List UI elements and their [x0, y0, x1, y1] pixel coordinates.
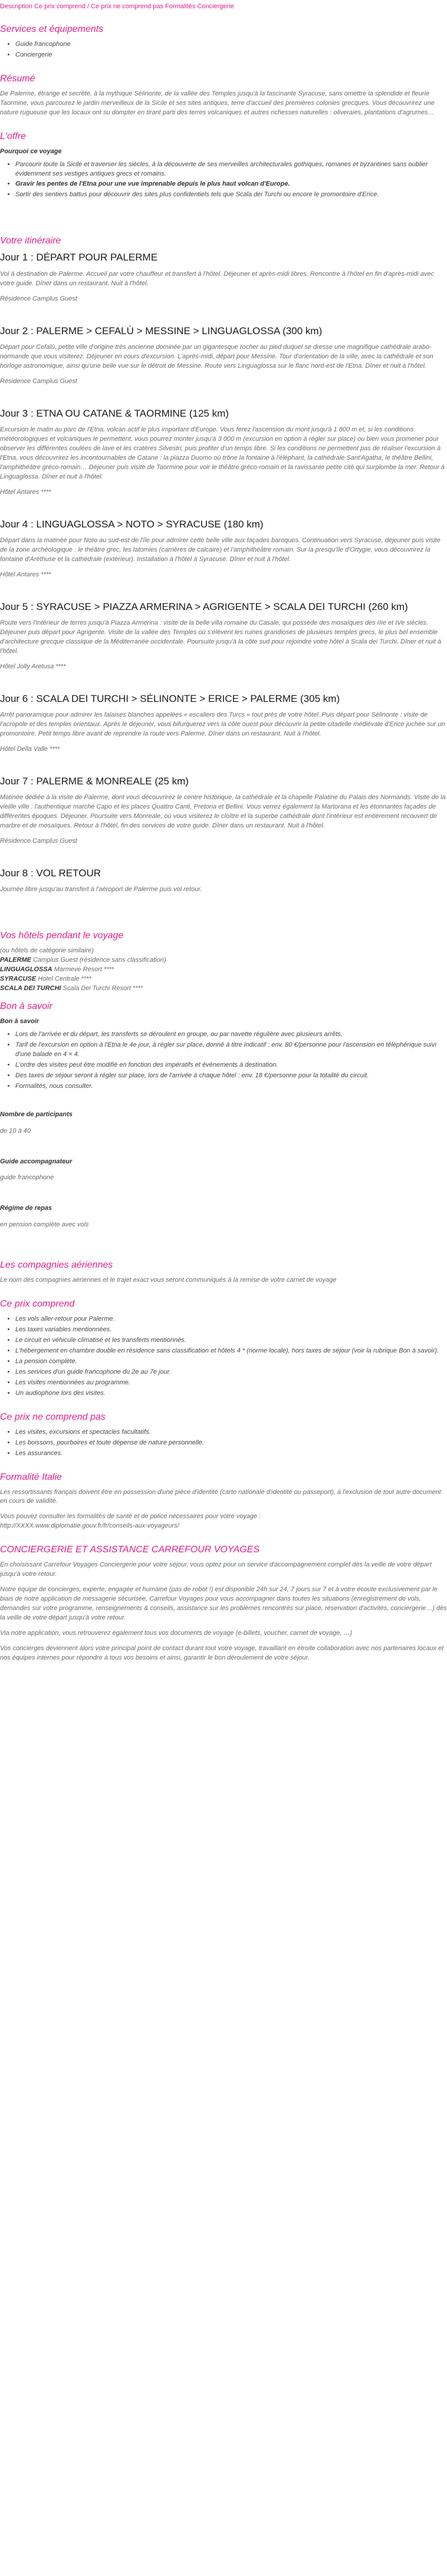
conciergerie-text: En choisissant Carrefour Voyages Conciergerie pour votre séjour, vous optez pour un service d'accompagnement complet dès la veille de votre départ jusqu'à votre retour.	[0, 1561, 432, 1578]
offre-item: • Parcourir toute la Sicile et traverser les siècles, à la découverte de ses merveilles architecturales gothiques, romanes et byzantines sans oublier évidemment ses vestiges antiques grecs et romains.	[15, 160, 447, 179]
day-hotel: Hôtel Della Valle ****	[0, 746, 60, 753]
prix-comprend-item: • Les taxes variables mentionnées.	[15, 1325, 447, 1335]
nav-includes-link[interactable]: Ce prix comprend	[34, 3, 86, 10]
offre-subtitle: Pourquoi ce voyage	[0, 147, 62, 155]
compagnies-title: Les compagnies aériennes	[0, 1260, 113, 1271]
offre-item: • Gravir les pentes de l'Etna pour une vue imprenable depuis le plus haut volcan d'Europe.	[15, 180, 447, 189]
formalite-link-intro: Vous pouvez consulter les formalités de santé et de police nécessaires pour votre voyage :	[0, 1513, 261, 1520]
day-text: Départ pour Cefalù, petite ville d'origine très ancienne dominée par un gigantesque rocher au pied duquel se dresse une magnifique cathédrale arabo-normande que vous visiterez. Déjeuner en cours d'excursion. L'après-midi, départ pour Messine. Tour d'orientation de la ville, avec la cathédrale et son horloge astronomique, ainsi qu'une belle vue sur le détroit de Messine. Route vers Linguaglossa sur le flanc nord-est de l'Etna. Dîner et nuit à l'hôtel.	[0, 343, 433, 370]
day-text: Route vers l'intérieur de terres jusqu'à Piazza Armerina : visite de la belle villa romaine du Casale, qui possède des mosaïques des IIIe et IVe siècles. Déjeuner puis départ pour Agrigente. Visite de la vallée des Temples où s'élèvent les ruines grandioses de plusieurs temples grecs, le plus bel ensemble d'architecture grecque classique de la Méditerranée occidentale. Poursuite jusqu'à la côte sud pour rejoindre votre hôtel à Scala dei Turchi. Dîner et nuit à l'hôtel.	[0, 619, 442, 655]
conciergerie-text: Vos concierges deviennent alors votre principal point de contact durant tout votre voyage, travaillant en étroite collaboration avec nos partenaires locaux et nos équipes internes pour répondre à tous vos besoins et ainsi, garantir le bon déroulement de votre séjour.	[0, 1644, 444, 1661]
offre-item: • Sortir des sentiers battus pour découvrir des sites plus confidentiels tels que Scala dei Turchi ou encore le promontoire d'Erice.	[15, 190, 447, 200]
day-text: Excursion le matin au parc de l'Etna, volcan actif le plus important d'Europe. Vous ferez l'ascension du mont jusqu'à 1 800 m et, si les conditions météorologiques et volcaniques le permettent, vous pourrez monter jusqu'à 3 000 m (excursion en option à régler sur place) ou bien vous promener pour observer les différentes coulées de lave et les cratères Silvestri, puis profiter d'un temps libre. Si les conditions ne permettent pas de réaliser l'excursion à l'Etna, vous découvrirez les incontournables de Catane : la piazza Duomo où trône la fontaine à l'éléphant, la cathédrale Sant'Agatha, le théâtre Bellini, l'amphithéâtre gréco-romain… Déjeuner puis visite de Taormine pour voir le théâtre gréco-romain et la ravissante petite cité qui surplombe la mer. Retour à Linguaglossa. Dîner et nuit à l'hôtel.	[0, 426, 445, 480]
prix-comprend-item: • Les visites mentionnées au programme.	[15, 1378, 447, 1388]
participants-value: de 10 à 40	[0, 1127, 31, 1134]
offre-list	[0, 160, 447, 200]
compagnies-text: Le nom des compagnies aériennes et le trajet exact vous seront communiqués à la remise de votre carnet de voyage	[0, 1277, 337, 1284]
prix-ne-comprend-item: • Les visites, excursions et spectacles facultatifs.	[15, 1428, 447, 1437]
day-hotel: Hôtel Antares ****	[0, 488, 51, 496]
day-text: Journée libre jusqu'au transfert à l'aéroport de Palerme puis vol retour.	[0, 886, 202, 893]
bon-savoir-subtitle: Bon à savoir	[0, 1018, 40, 1025]
day-title: Jour 8 : VOL RETOUR	[0, 868, 101, 879]
day-block	[0, 325, 447, 387]
day-title: Jour 7 : PALERME & MONREALE (25 km)	[0, 775, 189, 787]
formalite-title: Formalité Italie	[0, 1472, 62, 1482]
hotels-title: Vos hôtels pendant le voyage	[0, 931, 124, 941]
nav-formalites-link[interactable]: Formalités	[165, 3, 196, 10]
conciergerie-text: Via notre application, vous retrouverez également tous vos documents de voyage (e-billets, voucher, carnet de voyage, …)	[0, 1629, 353, 1637]
prix-ne-comprend-item: • Les boissons, pourboires et toute dépense de nature personnelle.	[15, 1439, 447, 1448]
hotel-row	[0, 984, 447, 994]
day-title: Jour 2 : PALERME > CEFALÙ > MESSINE > LINGUAGLOSSA (300 km)	[0, 325, 323, 337]
day-hotel: Hôtel Jolly Aretusa ****	[0, 662, 66, 670]
nav-description-link[interactable]: Description	[0, 3, 33, 10]
services-list	[0, 40, 447, 60]
bon-savoir-item: • Des taxes de séjour seront à régler sur place, lors de l'arrivée à chaque hôtel : env. 18 €/personne pour la totalité du circuit.	[15, 1071, 447, 1081]
guide-value: guide francophone	[0, 1174, 54, 1182]
hotel-row	[0, 975, 447, 984]
hotel-city: LINGUAGLOSSA	[0, 966, 52, 974]
day-hotel: Résidence Camplus Guest	[0, 837, 77, 845]
top-anchor-nav	[0, 2, 447, 12]
services-item: • Conciergerie	[15, 51, 447, 60]
hotel-name: Marmeve Resort ****	[54, 966, 114, 974]
hotels-note: (ou hôtels de catégorie similaire)	[0, 947, 94, 955]
hotel-city: PALERME	[0, 956, 31, 964]
prix-comprend-item: • Un audiophone lors des visites.	[15, 1389, 447, 1399]
prix-comprend-list	[0, 1315, 447, 1399]
prix-ne-comprend-title: Ce prix ne comprend pas	[0, 1411, 106, 1422]
day-block	[0, 868, 447, 895]
bon-savoir-item: • L'ordre des visites peut être modifié en fonction des impératifs et événements à destination.	[15, 1061, 447, 1070]
repas-label: Régime de repas	[0, 1205, 52, 1212]
bon-savoir-item: • Formalités, nous consulter.	[15, 1082, 447, 1091]
hotel-row	[0, 965, 447, 975]
prix-comprend-item: • Les vols aller-retour pour Palerme.	[15, 1315, 447, 1324]
hotel-name: Scala Dei Turchi Resort ****	[63, 985, 143, 992]
day-block	[0, 601, 447, 672]
prix-ne-comprend-list	[0, 1428, 447, 1459]
day-title: Jour 3 : ETNA OU CATANE & TAORMINE (125 km)	[0, 407, 229, 419]
conciergerie-text: Notre équipe de concierges, experte, engagée et humaine (pas de robot !) est disponible 24h sur 24, 7 jours sur 7 et à votre écoute exclusivement par le biais de notre application de messagerie sécurisée, Carrefour Voyages pour vous accompagner dans toutes les situations (enregistrement de vols, demandes sur votre programme, renseignements & conseils, assistance sur les problèmes rencontrés sur place, réservation d'activités, conciergerie…) dès la veille de votre départ jusqu'à votre retour.	[0, 1586, 447, 1621]
day-text: Arrêt panoramique pour admirer les falaises blanches appelées « escaliers des Turcs » tout près de votre hôtel. Puis départ pour Sélinonte : visite de l'acropole et des temples orientaux. Après le déjeuner, vous bifurquerez vers la côte ouest pour découvrir la petite citadelle médiévale d'Erice juchée sur un promontoire. Petit temps libre avant de reprendre la route vers Palerme. Dîner dans un restaurant. Nuit à l'hôtel.	[0, 711, 445, 738]
prix-comprend-item: • L'hébergement en chambre double en résidence sans classification et hôtels 4 * (norme locale), hors taxes de séjour (voir la rubrique Bon à savoir).	[15, 1347, 447, 1356]
offre-title: L'offre	[0, 131, 26, 141]
day-title: Jour 6 : SCALA DEI TURCHI > SÉLINONTE > ERICE > PALERME (305 km)	[0, 692, 340, 704]
hotel-name: Hotel Centrale ****	[38, 975, 91, 983]
hotel-city: SCALA DEI TURCHI	[0, 985, 61, 992]
day-title: Jour 4 : LINGUAGLOSSA > NOTO > SYRACUSE (180 km)	[0, 518, 264, 530]
nav-conciergerie-link[interactable]: Conciergerie	[197, 3, 234, 10]
formalite-text: Les ressortissants français doivent être en possession d'une pièce d'identité (carte nationale d'identité ou passeport), à l'exclusion de tout autre document en cours de validité.	[0, 1488, 441, 1505]
prix-comprend-item: • Les services d'un guide francophone du 2e au 7e jour.	[15, 1368, 447, 1377]
bon-savoir-item: • Lors de l'arrivée et du départ, les transferts se déroulent en groupe, ou par navette régulière avec plusieurs arrêts.	[15, 1030, 447, 1040]
nav-excludes-link[interactable]: Ce prix ne comprend pas	[91, 3, 163, 10]
day-text: Départ dans la matinée pour Noto au sud-est de l'île pour admirer cette belle ville aux façades baroques. Continuation vers Syracuse, déjeuner puis visite de la zone archéologique : le théâtre grec, les latomies (carrières de calcaire) et l'amphithéâtre romain. Sur la presqu'île d'Ortygie, vous découvrirez la fontaine d'Aréthuse et la cathédrale (extérieur). Installation à l'hôtel à Syracuse. Dîner et nuit à l'hôtel.	[0, 537, 441, 563]
prix-comprend-item: • La pension complète.	[15, 1357, 447, 1367]
hotel-row	[0, 956, 447, 965]
prix-comprend-item: • Le circuit en véhicule climatisé et les transferts mentionnés.	[15, 1336, 447, 1345]
day-hotel: Hôtel Antares ****	[0, 570, 51, 578]
diplomatie-link[interactable]: http://XXXX.www.diplomatie.gouv.fr/fr/conseils-aux-voyageurs/	[0, 1522, 179, 1530]
itineraire-title: Votre itinéraire	[0, 236, 61, 246]
repas-value: en pension complète avec vols	[0, 1221, 89, 1229]
day-text: Vol à destination de Palerme. Accueil par votre chauffeur et transfert à l'hôtel. Déjeuner et après-midi libres. Rencontre à l'hôtel en fin d'après-midi avec votre guide. Dîner dans un restaurant. Nuit à l'hôtel.	[0, 270, 435, 287]
services-title: Services et équipements	[0, 24, 104, 34]
day-block	[0, 408, 447, 497]
guide-label: Guide accompagnateur	[0, 1157, 73, 1165]
services-item: • Guide francophone	[15, 40, 447, 50]
resume-text: De Palerme, étrange et secrète, à la mythique Sélinonte, de la vallée des Temples jusqu'à la fascinante Syracuse, sans omettre la splendide et fleurie Taormine, vous parcourez le jardin merveilleux de la Sicile et ses sites antiques, terre d'accueil des premières colonies grecques. Vous découvrirez une nature rugueuse que les locaux ont su dompter en tirant parti des terres volcaniques et autres richesses naturelles : oliveraies, plantations d'agrumes…	[0, 90, 435, 116]
hotel-name: Camplus Guest (résidence sans classification)	[33, 956, 166, 964]
prix-comprend-title: Ce prix comprend	[0, 1299, 75, 1310]
day-block	[0, 252, 447, 304]
participants-label: Nombre de participants	[0, 1110, 73, 1118]
day-text: Matinée dédiée à la visite de Palerme, dont vous découvrirez le centre historique, la cathédrale et la chapelle Palatine du Palais des Normands. Visite de la vieille ville : l'authentique marché Capo et les places Quattro Canti, Pretoria et Bellini. Vous verrez également la Martorana et les étonnantes façades de différentes époques. Déjeuner. Poursuite vers Monreale, où vous visiterez le cloître et la superbe cathédrale dont l'intérieur est entièrement recouvert de marbre et de mosaïques. Retour à l'hôtel, fin des services de votre guide. Dîner dans un restaurant. Nuit à l'hôtel.	[0, 794, 446, 830]
day-title: Jour 1 : DÉPART POUR PALERME	[0, 252, 158, 263]
day-block	[0, 776, 447, 846]
day-hotel: Résidence Camplus Guest	[0, 295, 77, 302]
conciergerie-title: CONCIERGERIE ET ASSISTANCE CARREFOUR VOYAGES	[0, 1545, 260, 1555]
nav-separator: /	[85, 3, 91, 10]
bon-savoir-list	[0, 1030, 447, 1091]
day-block	[0, 519, 447, 580]
bon-savoir-item: • Tarif de l'excursion en option à l'Etna le 4e jour, à régler sur place, donné à titre indicatif : env. 80 €/personne pour l'ascension en téléphérique suivi d'une balade en 4 × 4.	[15, 1041, 447, 1060]
bon-savoir-title: Bon à savoir	[0, 1001, 52, 1012]
day-block	[0, 693, 447, 754]
hotel-city: SYRACUSE	[0, 975, 37, 983]
prix-ne-comprend-item: • Les assurances.	[15, 1449, 447, 1459]
day-hotel: Résidence Camplus Guest	[0, 377, 77, 385]
day-title: Jour 5 : SYRACUSE > PIAZZA ARMERINA > AGRIGENTE > SCALA DEI TURCHI (260 km)	[0, 601, 408, 612]
resume-title: Résumé	[0, 73, 35, 84]
